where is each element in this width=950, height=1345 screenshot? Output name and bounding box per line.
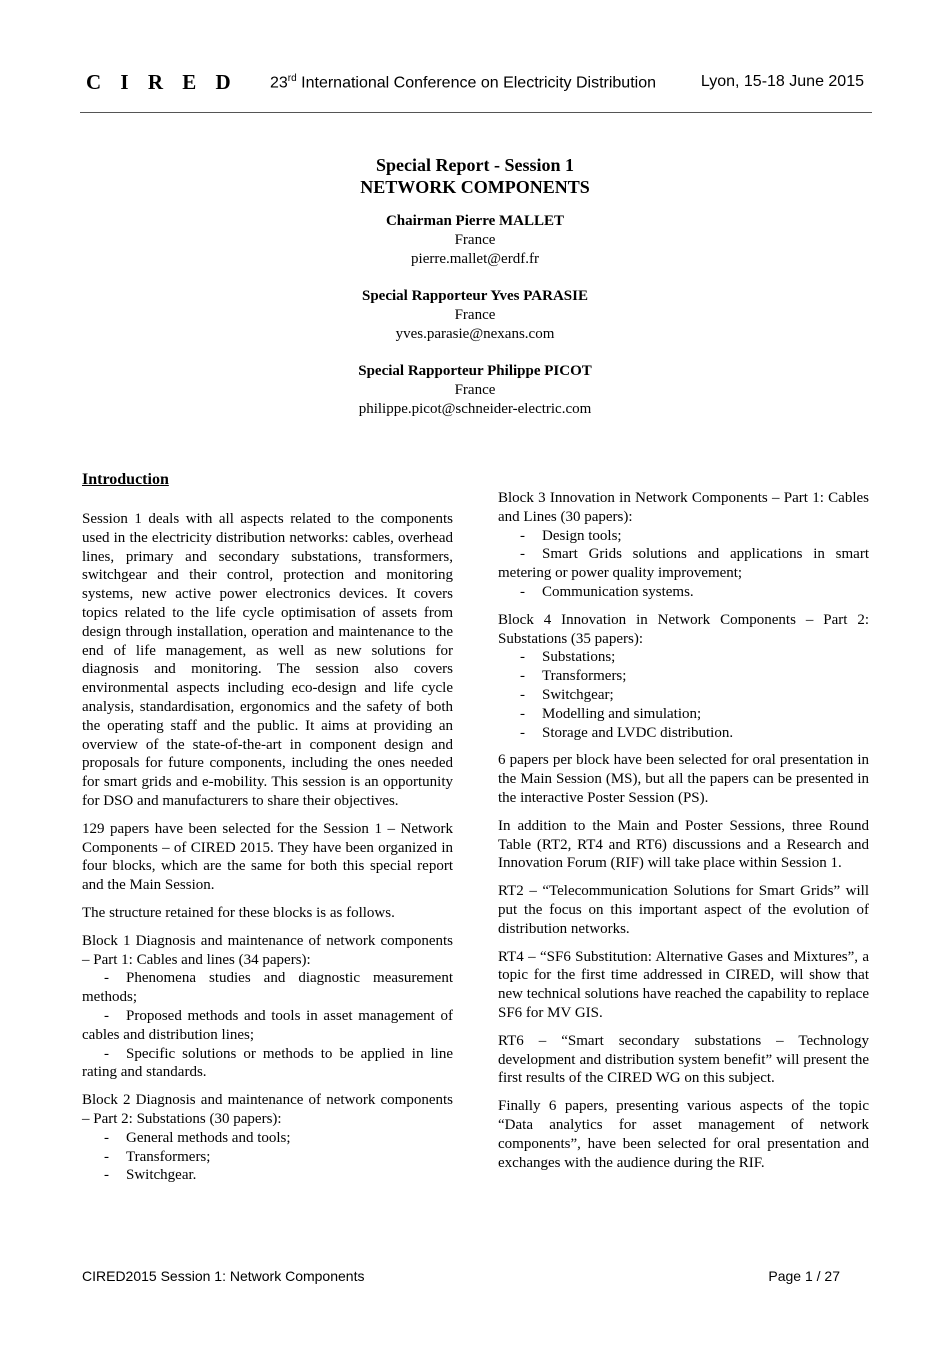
list-item: - Storage and LVDC distribution.	[520, 724, 734, 741]
cired-logo: C I R E D	[86, 70, 238, 94]
report-title: Special Report - Session 1	[376, 155, 574, 175]
oral-presentation-paragraph: 6 papers per block have been selected for oral presentation in the Main Session (MS), but all the papers can be presented in the interactive Poster Session (PS).	[498, 752, 869, 806]
list-item: - General methods and tools;	[104, 1129, 291, 1146]
rif-paragraph: Finally 6 papers, presenting various aspects of the topic “Data analytics for asset management of network components”, have been selected for oral presentation and exchanges with the audience during the RIF.	[498, 1098, 869, 1171]
intro-paragraph-2: 129 papers have been selected for the Session 1 – Network Components – of CIRED 2015. They have been organized in four blocks, which are the same for both this special report and the Main Session.	[82, 820, 453, 894]
author-country: France	[454, 307, 496, 323]
list-item: - Phenomena studies and diagnostic measurement methods;	[82, 970, 453, 1006]
author-name: Chairman Pierre MALLET	[385, 213, 565, 229]
list-item: - Switchgear.	[104, 1167, 197, 1184]
introduction-heading: Introduction	[82, 471, 169, 488]
author-chairman	[200, 212, 750, 269]
page-number: Page 1 / 27	[768, 1268, 840, 1284]
right-column	[498, 489, 869, 1181]
author-rapporteur-1	[200, 287, 750, 344]
list-item: - Modelling and simulation;	[520, 705, 702, 722]
rt2-paragraph: RT2 – “Telecommunication Solutions for Smart Grids” will put the focus on this important aspect of the evolution of distribution networks.	[498, 883, 869, 937]
block-heading: Block 4 Innovation in Network Components – Part 2: Substations (35 papers):	[498, 611, 869, 647]
author-country: France	[454, 382, 496, 398]
session-title: NETWORK COMPONENTS	[360, 177, 590, 197]
block-heading: Block 3 Innovation in Network Components – Part 1: Cables and Lines (30 papers):	[498, 490, 869, 525]
block-1	[82, 932, 453, 1082]
list-item: - Design tools;	[520, 527, 622, 544]
conference-location-date: Lyon, 15-18 June 2015	[700, 73, 864, 90]
round-table-paragraph: In addition to the Main and Poster Sessions, three Round Table (RT2, RT4 and RT6) discussions and a Research and Innovation Forum (RIF) will take place within Session 1.	[498, 817, 869, 872]
left-column	[82, 470, 453, 1194]
title-block	[200, 154, 750, 419]
block-4	[498, 611, 869, 743]
rt6-paragraph: RT6 – “Smart secondary substations – Technology development and distribution system benefit” will present the first results of the CIRED WG on this subject.	[498, 1032, 869, 1087]
author-name: Special Rapporteur Philippe PICOT	[358, 363, 592, 379]
intro-paragraph-3: The structure retained for these blocks is as follows.	[82, 904, 395, 921]
block-heading: Block 2 Diagnosis and maintenance of network components – Part 2: Substations (30 papers):	[82, 1092, 453, 1127]
block-2	[82, 1091, 453, 1185]
list-item: - Transformers;	[520, 668, 627, 685]
author-name: Special Rapporteur Yves PARASIE	[362, 288, 588, 304]
list-item: - Switchgear;	[520, 686, 614, 703]
author-rapporteur-2	[200, 362, 750, 419]
block-heading: Block 1 Diagnosis and maintenance of network components – Part 1: Cables and lines (34 papers):	[82, 932, 453, 968]
header-rule	[80, 112, 872, 113]
list-item: - Proposed methods and tools in asset management of cables and distribution lines;	[82, 1007, 453, 1043]
list-item: - Smart Grids solutions and applications in smart metering or power quality improvement;	[498, 546, 869, 582]
page-header	[84, 70, 874, 96]
block-3	[498, 489, 869, 602]
footer-session-label: CIRED2015 Session 1: Network Components	[82, 1268, 365, 1284]
rt4-paragraph: RT4 – “SF6 Substitution: Alternative Gases and Mixtures”, a topic for the first time addressed in CIRED, will show that new technical solutions have reached the capability to replace SF6 for MV GIS.	[498, 948, 869, 1021]
conference-title: 23rd International Conference on Electricity Distribution	[270, 73, 656, 92]
author-country: France	[454, 232, 496, 248]
list-item: - Communication systems.	[520, 583, 694, 600]
list-item: - Substations;	[520, 649, 616, 666]
list-item: - Transformers;	[104, 1148, 211, 1165]
intro-paragraph-1: Session 1 deals with all aspects related to the components used in the electricity distribution networks: cables, overhead lines, primary and secondary substations, transformers, switchgear and their control, protection and monitoring systems, new active power electronics devices. It covers topics related to the life cycle optimisation of assets from design through installation, operation and maintenance to the end of life management, as well as new solutions for diagnosis and monitoring. The session also covers environmental aspects including eco-design and life cycle analysis, standardisation, ergonomics and the safety of both the operating staff and the public. It aims at providing an overview of the state-of-the-art in component design and proposals for future components, including the ones needed for smart grids and e-mobility. This session is an opportunity for DSO and manufacturers to share their objectives.	[82, 511, 453, 809]
author-email: philippe.picot@schneider-electric.com	[358, 401, 592, 417]
list-item: - Specific solutions or methods to be applied in line rating and standards.	[82, 1045, 453, 1081]
author-email: pierre.mallet@erdf.fr	[411, 251, 539, 267]
author-email: yves.parasie@nexans.com	[395, 326, 555, 342]
